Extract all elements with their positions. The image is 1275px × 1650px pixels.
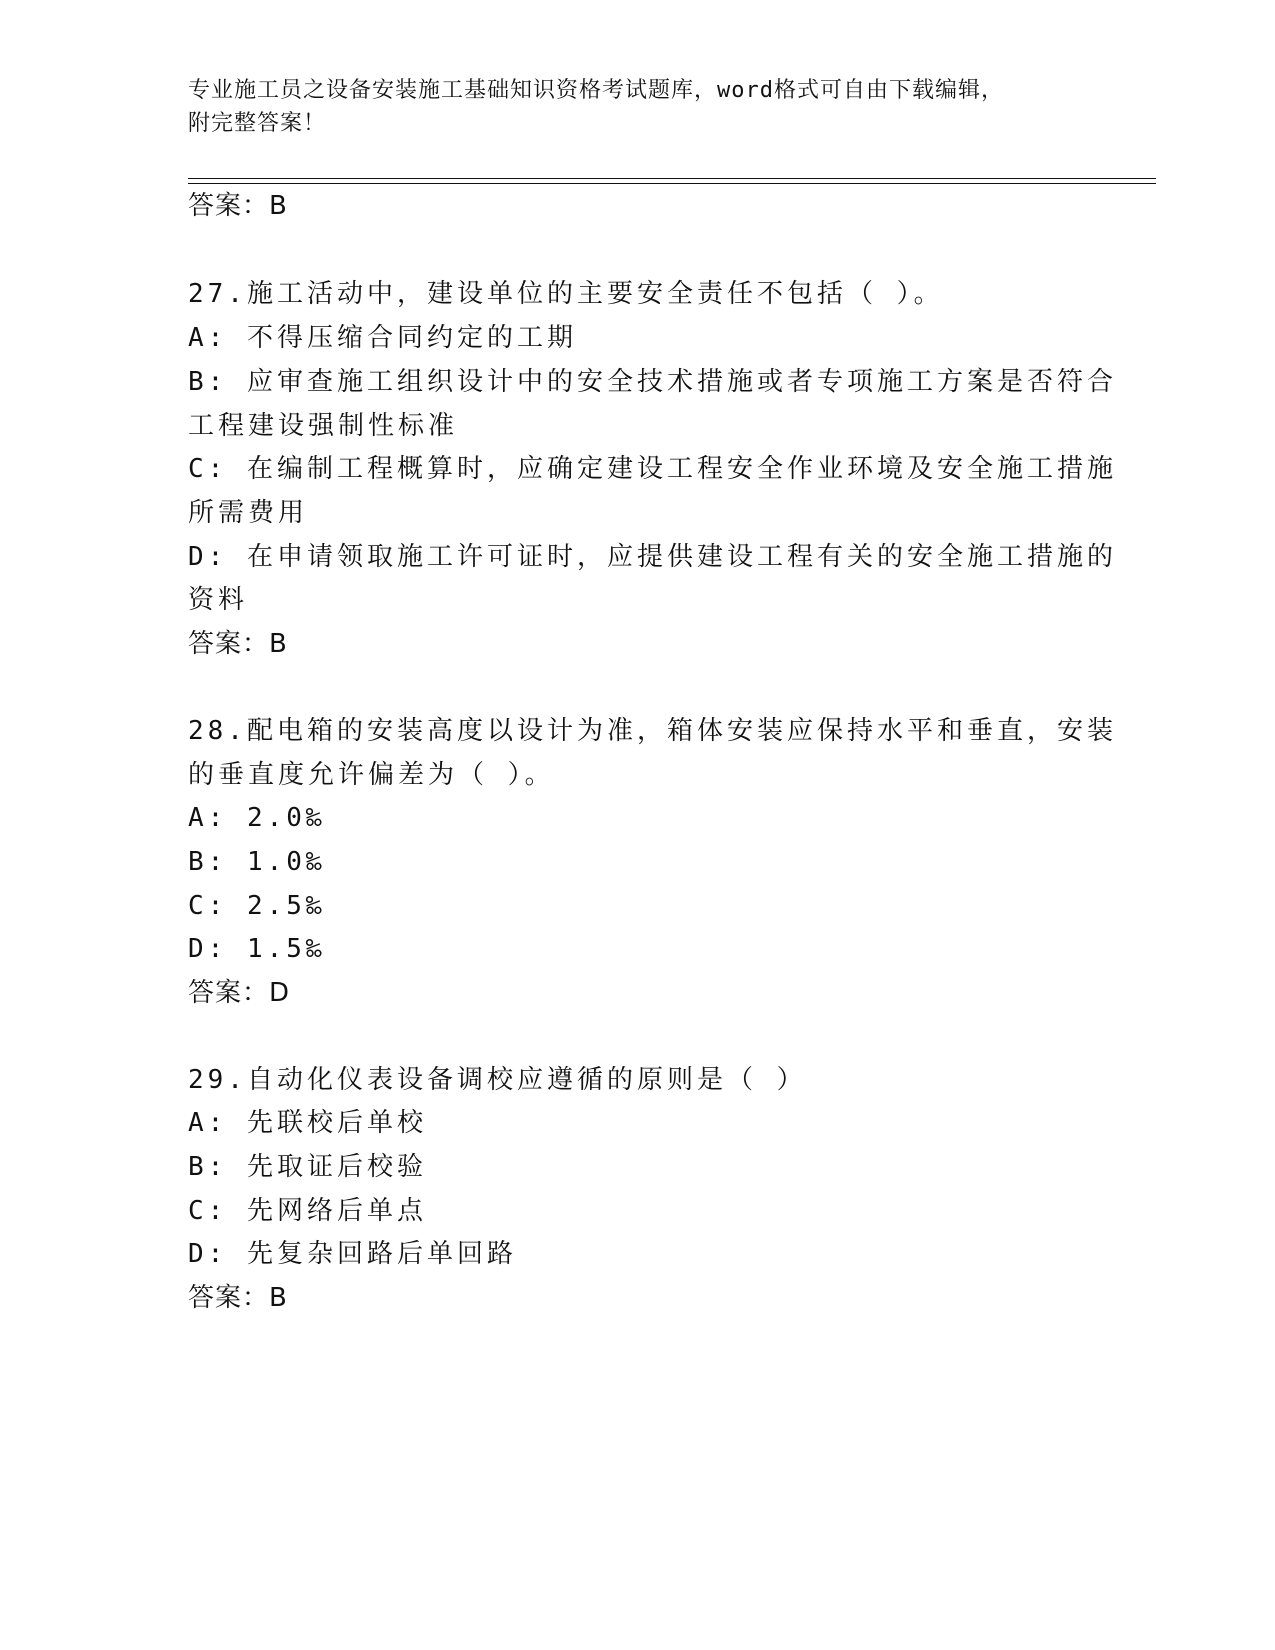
q29-option-c: C: 先网络后单点 xyxy=(188,1196,427,1226)
header-divider-top xyxy=(188,178,1156,179)
q29-option-a: A: 先联校后单校 xyxy=(188,1108,427,1138)
header-line-2: 附完整答案！ xyxy=(188,111,327,136)
q27-option-b-line1: B: 应审查施工组织设计中的安全技术措施或者专项施工方案是否符合 xyxy=(188,367,1117,397)
q28-option-b: B: 1.0‰ xyxy=(188,847,326,877)
q28-option-d: D: 1.5‰ xyxy=(188,934,326,964)
q29-answer: 答案：B xyxy=(188,1283,288,1313)
q29-option-d: D: 先复杂回路后单回路 xyxy=(188,1239,517,1269)
q28-option-a: A: 2.0‰ xyxy=(188,803,326,833)
q28-option-c: C: 2.5‰ xyxy=(188,891,326,921)
header-line-1: 专业施工员之设备安装施工基础知识资格考试题库，word格式可自由下载编辑， xyxy=(188,78,1004,103)
q28-answer: 答案：D xyxy=(188,978,291,1008)
q27-option-d-line1: D: 在申请领取施工许可证时，应提供建设工程有关的安全施工措施的 xyxy=(188,542,1117,572)
q27-option-b-line2: 工程建设强制性标准 xyxy=(188,411,459,441)
q27-option-a: A: 不得压缩合同约定的工期 xyxy=(188,323,577,353)
q27-option-c-line1: C: 在编制工程概算时，应确定建设工程安全作业环境及安全施工措施 xyxy=(188,454,1117,484)
q28-stem-line2: 的垂直度允许偏差为（ ）。 xyxy=(188,760,555,790)
q27-option-d-line2: 资料 xyxy=(188,585,249,615)
q27-answer: 答案：B xyxy=(188,629,288,659)
q27-option-c-line2: 所需费用 xyxy=(188,498,309,528)
q27-stem: 27.施工活动中，建设单位的主要安全责任不包括（ ）。 xyxy=(188,279,944,309)
header-divider-bottom xyxy=(188,183,1156,184)
document-header xyxy=(188,74,1068,140)
q29-stem: 29.自动化仪表设备调校应遵循的原则是（ ） xyxy=(188,1065,807,1095)
q28-stem-line1: 28.配电箱的安装高度以设计为准，箱体安装应保持水平和垂直，安装 xyxy=(188,716,1117,746)
q29-option-b: B: 先取证后校验 xyxy=(188,1152,427,1182)
previous-answer: 答案：B xyxy=(188,191,288,221)
